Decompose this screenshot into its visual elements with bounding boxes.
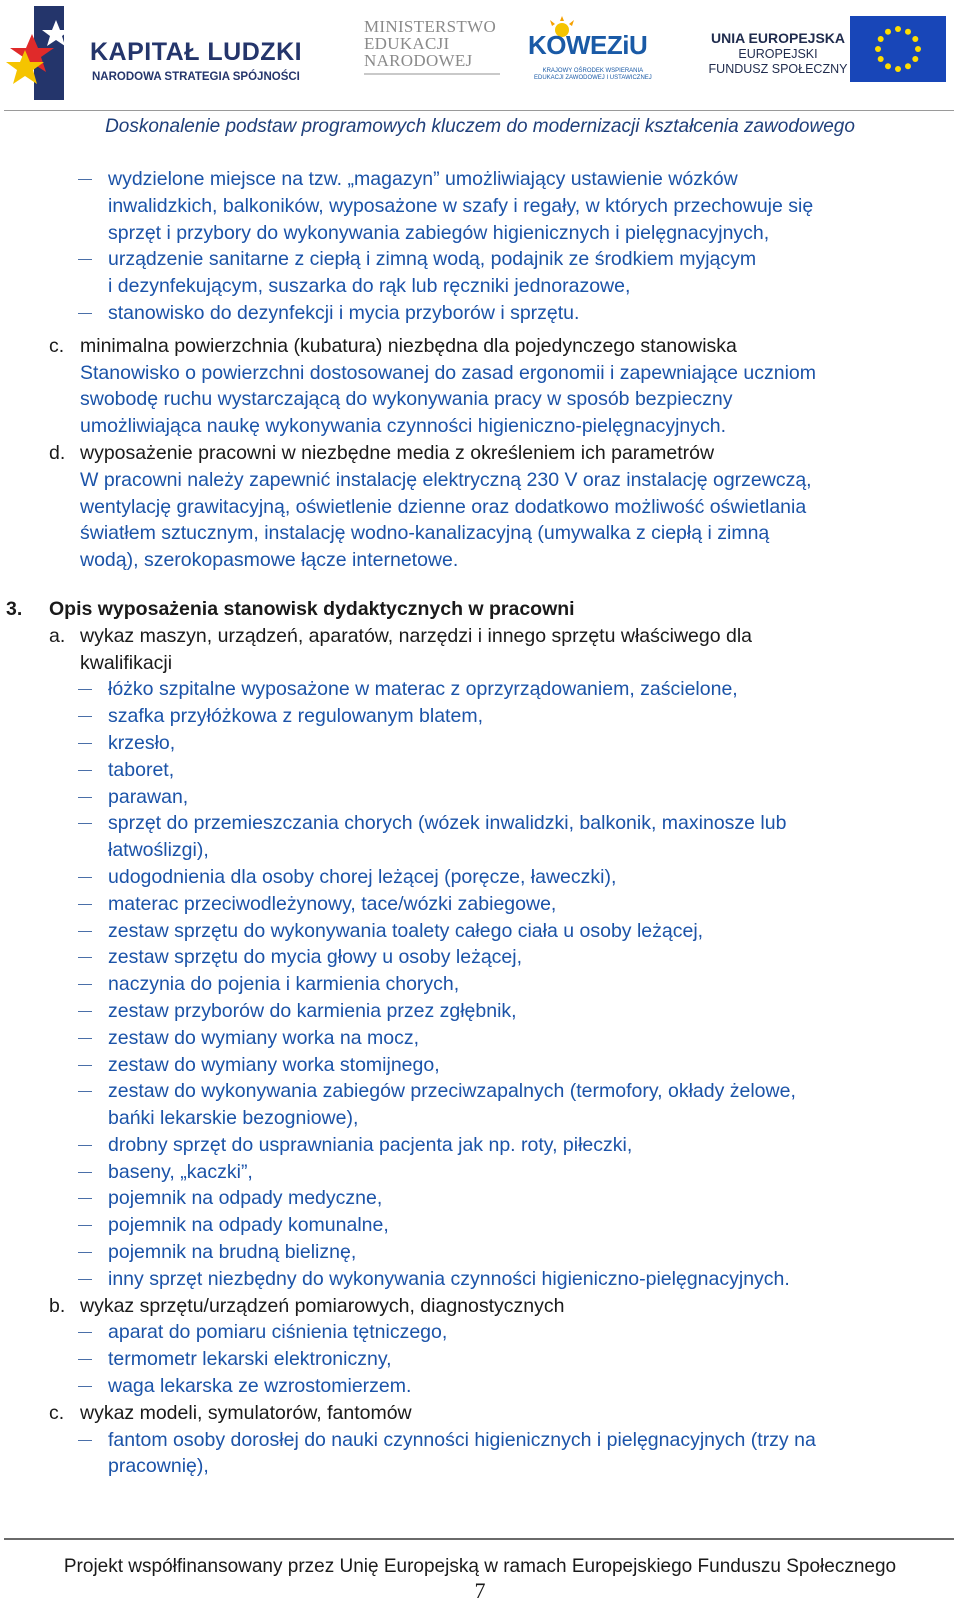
sub-c-heading: [0, 1400, 960, 1427]
list-item: [0, 1132, 960, 1159]
list-item-line: termometr lekarski elektroniczny,: [108, 1348, 392, 1371]
list-item-line: udogodnienia dla osoby chorej leżącej (poręcze, ławeczki),: [108, 865, 617, 888]
list-item-line: zestaw do wymiany worka stomijnego,: [108, 1053, 440, 1076]
dash-bullet-icon: [78, 743, 92, 744]
list-item-line: taboret,: [108, 758, 175, 781]
list-item-line: pojemnik na odpady komunalne,: [108, 1214, 389, 1237]
dash-bullet-icon: [78, 1252, 92, 1253]
item-c-heading: [0, 333, 960, 360]
list-item: [0, 810, 960, 864]
list-item-line: łóżko szpitalne wyposażone w materac z oprzyrządowaniem, zaścielone,: [108, 678, 738, 701]
eu-flag-icon: [850, 16, 946, 82]
description-line: Stanowisko o powierzchni dostosowanej do zasad ergonomii i zapewniające uczniom: [80, 361, 816, 384]
dash-bullet-icon: [78, 1359, 92, 1360]
item-letter: d.: [49, 441, 66, 464]
unia-europejska-text: [708, 30, 848, 77]
kapital-ludzki-logo: [4, 4, 304, 104]
dash-bullet-icon: [78, 931, 92, 932]
description-line: umożliwiająca naukę wykonywania czynności higieniczno-pielęgnacyjnych.: [80, 415, 727, 438]
dash-bullet-icon: [78, 770, 92, 771]
sub-b-heading: [0, 1293, 960, 1320]
item-letter: c.: [49, 334, 65, 357]
dash-bullet-icon: [78, 797, 92, 798]
kowezu-subtitle: [534, 68, 652, 82]
list-item-line: pracownię),: [108, 1455, 209, 1478]
list-item: [0, 1427, 960, 1481]
list-item: [0, 703, 960, 730]
list-item-line: inwalidzkich, balkoników, wyposażone w szafy i regały, w których przechowuje się: [108, 194, 814, 217]
sub-c-list: [0, 1427, 960, 1481]
list-item: [0, 918, 960, 945]
list-item-line: krzesło,: [108, 731, 176, 754]
item-title: wykaz sprzętu/urządzeń pomiarowych, diagnostycznych: [80, 1294, 565, 1317]
dash-bullet-icon: [78, 689, 92, 690]
item-letter: a.: [49, 624, 66, 647]
dash-bullet-icon: [78, 1011, 92, 1012]
list-item-line: szafka przyłóżkowa z regulowanym blatem,: [108, 705, 483, 728]
logo-bar: [0, 0, 960, 112]
description-line: światłem sztucznym, instalację wodno-kanalizacyjną (umywalka z ciepłą i zimną: [80, 522, 770, 545]
top-list: [0, 166, 960, 327]
dash-bullet-icon: [78, 1038, 92, 1039]
list-item: [0, 1212, 960, 1239]
list-item-line: bańki lekarskie bezogniowe),: [108, 1107, 359, 1130]
item-title: wykaz modeli, symulatorów, fantomów: [80, 1401, 412, 1424]
ministerstwo-line-1: MINISTERSTWO: [364, 17, 497, 36]
description-line: wentylację grawitacyjną, oświetlenie dzienne oraz dodatkowo możliwość oświetlania: [80, 495, 807, 518]
item-d-heading: [0, 440, 960, 467]
dash-bullet-icon: [78, 1145, 92, 1146]
dash-bullet-icon: [78, 823, 92, 824]
description-line: wodą), szerokopasmowe łącze internetowe.: [80, 549, 459, 572]
list-item-line: urządzenie sanitarne z ciepłą i zimną wodą, podajnik ze środkiem myjącym: [108, 248, 757, 271]
list-item: [0, 1078, 960, 1132]
sub-b-list: [0, 1319, 960, 1399]
document-body: [0, 166, 960, 1480]
footer-note: Projekt współfinansowany przez Unię Europejską w ramach Europejskiego Funduszu Społecznego: [63, 1556, 897, 1577]
list-item: [0, 730, 960, 757]
dash-bullet-icon: [78, 904, 92, 905]
description-line: swobodę ruchu wystarczającą do wykonywania pracy w sposób bezpieczny: [80, 388, 733, 411]
item-title: wyposażenie pracowni w niezbędne media z określeniem ich parametrów: [80, 441, 715, 464]
dash-bullet-icon: [78, 1091, 92, 1092]
kowezu-logo: [528, 14, 658, 94]
list-item: [0, 784, 960, 811]
list-item-line: zestaw do wykonywania zabiegów przeciwzapalnych (termofory, okłady żelowe,: [108, 1080, 796, 1103]
list-item-line: wydzielone miejsce na tzw. „magazyn” umożliwiający ustawienie wózków: [108, 168, 738, 190]
running-head: Doskonalenie podstaw programowych kluczem do modernizacji kształcenia zawodowego: [105, 116, 855, 137]
item-c-description: [0, 360, 960, 440]
dash-bullet-icon: [78, 179, 92, 180]
dash-bullet-icon: [78, 313, 92, 314]
item-letter: c.: [49, 1401, 65, 1424]
list-item-line: naczynia do pojenia i karmienia chorych,: [108, 973, 460, 996]
list-item: [0, 1239, 960, 1266]
list-item: [0, 971, 960, 998]
list-item-line: drobny sprzęt do usprawniania pacjenta jak np. roty, piłeczki,: [108, 1133, 633, 1156]
ministerstwo-underline: [364, 73, 500, 75]
list-item: [0, 166, 960, 246]
list-item-line: materac przeciwodleżynowy, tace/wózki zabiegowe,: [108, 892, 557, 915]
list-item-line: pojemnik na brudną bieliznę,: [108, 1241, 357, 1264]
item-title-line: kwalifikacji: [80, 651, 173, 674]
list-item-line: parawan,: [108, 785, 189, 808]
list-item: [0, 246, 960, 300]
list-item: [0, 1346, 960, 1373]
list-item: [0, 1373, 960, 1400]
ue-line-2: EUROPEJSKI: [738, 47, 818, 61]
list-item: [0, 757, 960, 784]
section-title: Opis wyposażenia stanowisk dydaktycznych w pracowni: [49, 597, 575, 620]
list-item-line: zestaw sprzętu do wykonywania toalety całego ciała u osoby leżącej,: [108, 919, 704, 942]
item-letter: b.: [49, 1294, 66, 1317]
list-item: [0, 891, 960, 918]
dash-bullet-icon: [78, 877, 92, 878]
description-line: W pracowni należy zapewnić instalację elektryczną 230 V oraz instalację ogrzewczą,: [80, 468, 812, 491]
dash-bullet-icon: [78, 984, 92, 985]
list-item-line: aparat do pomiaru ciśnienia tętniczego,: [108, 1321, 448, 1344]
ue-line-3: FUNDUSZ SPOŁECZNY: [708, 62, 848, 76]
header-rule: [4, 110, 954, 111]
list-item-line: i dezynfekującym, suszarka do rąk lub ręczniki jednorazowe,: [108, 275, 631, 298]
list-item: [0, 1266, 960, 1293]
list-item-line: zestaw przyborów do karmienia przez zgłębnik,: [108, 999, 517, 1022]
list-item: [0, 944, 960, 971]
dash-bullet-icon: [78, 1225, 92, 1226]
dash-bullet-icon: [78, 957, 92, 958]
ministerstwo-line-2: EDUKACJI: [364, 34, 450, 53]
list-item-line: waga lekarska ze wzrostomierzem.: [108, 1375, 412, 1398]
list-item-line: zestaw do wymiany worka na mocz,: [108, 1026, 420, 1049]
list-item: [0, 1319, 960, 1346]
item-title: minimalna powierzchnia (kubatura) niezbędna dla pojedynczego stanowiska: [80, 334, 737, 357]
dash-bullet-icon: [78, 1198, 92, 1199]
dash-bullet-icon: [78, 1332, 92, 1333]
dash-bullet-icon: [78, 1440, 92, 1441]
page-number: 7: [474, 1578, 486, 1603]
list-item: [0, 1159, 960, 1186]
list-item-line: sprzęt i przybory do wykonywania zabiegów higienicznych i pielęgnacyjnych,: [108, 221, 770, 244]
unia-europejska-logo: [700, 10, 950, 100]
ue-line-1: UNIA EUROPEJSKA: [710, 30, 846, 46]
list-item: [0, 1052, 960, 1079]
list-item-line: stanowisko do dezynfekcji i mycia przyborów i sprzętu.: [108, 301, 580, 324]
list-item: [0, 998, 960, 1025]
kowezu-subtitle-line-1: KRAJOWY OŚRODEK WSPIERANIA: [542, 68, 644, 74]
list-item-line: baseny, „kaczki”,: [108, 1160, 253, 1183]
item-d-description: [0, 467, 960, 574]
list-item-line: inny sprzęt niezbędny do wykonywania czynności higieniczno-pielęgnacyjnych.: [108, 1267, 790, 1290]
list-item-line: łatwoślizgi),: [108, 839, 209, 862]
list-item: [0, 1185, 960, 1212]
item-title-line: wykaz maszyn, urządzeń, aparatów, narzędzi i innego sprzętu właściwego dla: [80, 624, 753, 647]
list-item: [0, 300, 960, 327]
dash-bullet-icon: [78, 259, 92, 260]
list-item-line: zestaw sprzętu do mycia głowy u osoby leżącej,: [108, 946, 523, 969]
kowezu-wordmark: KOWEZiU: [528, 30, 648, 60]
eu-stars-icon: [850, 16, 946, 82]
kapital-ludzki-star-icon: [4, 4, 84, 104]
sub-a-heading: [0, 623, 960, 677]
list-item: [0, 1025, 960, 1052]
dash-bullet-icon: [78, 1386, 92, 1387]
footer-rule: [4, 1538, 954, 1540]
dash-bullet-icon: [78, 716, 92, 717]
list-item-line: sprzęt do przemieszczania chorych (wózek inwalidzki, balkonik, maxinosze lub: [108, 812, 787, 835]
dash-bullet-icon: [78, 1065, 92, 1066]
list-item-line: pojemnik na odpady medyczne,: [108, 1187, 383, 1210]
ministerstwo-line-3: NARODOWEJ: [364, 51, 473, 70]
kapital-ludzki-title: KAPITAŁ LUDZKI: [90, 38, 303, 66]
kowezu-subtitle-line-2: EDUKACJI ZAWODOWEJ I USTAWICZNEJ: [534, 75, 652, 81]
dash-bullet-icon: [78, 1172, 92, 1173]
section-number: 3.: [6, 597, 23, 620]
section-3-heading: [0, 596, 960, 623]
dash-bullet-icon: [78, 1279, 92, 1280]
ministerstwo-logo: [364, 18, 504, 88]
sub-a-list: [0, 676, 960, 1292]
list-item: [0, 864, 960, 891]
kapital-ludzki-subtitle: NARODOWA STRATEGIA SPÓJNOŚCI: [92, 71, 300, 83]
list-item: [0, 676, 960, 703]
list-item-line: fantom osoby dorosłej do nauki czynności higienicznych i pielęgnacyjnych (trzy na: [108, 1428, 816, 1451]
